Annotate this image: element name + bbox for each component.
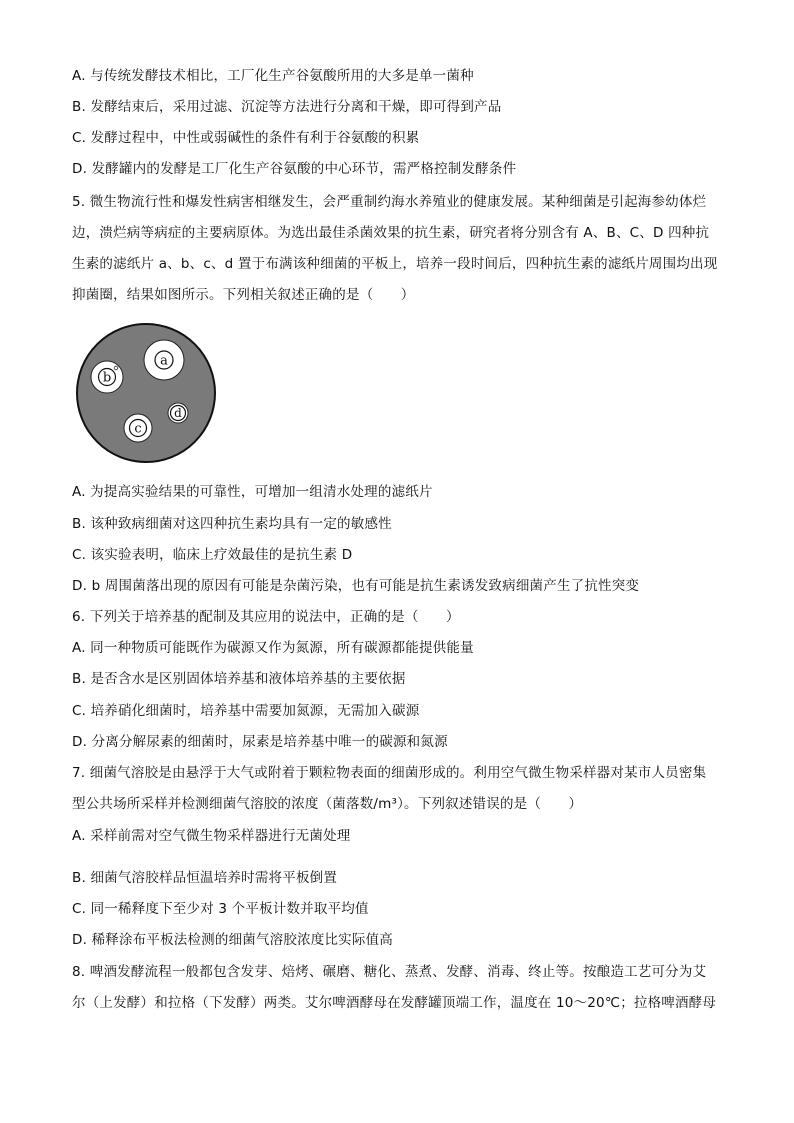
q7-option-b: B. 细菌气溶胶样品恒温培养时需将平板倒置 — [72, 870, 338, 886]
label-c: c — [134, 421, 142, 437]
q5-option-c: C. 该实验表明，临床上疗效最佳的是抗生素 D — [72, 547, 353, 563]
q6-option-b: B. 是否含水是区别固体培养基和液体培养基的主要依据 — [72, 671, 406, 687]
label-a: a — [160, 353, 168, 369]
q6-stem: 6. 下列关于培养基的配制及其应用的说法中，正确的是（ ） — [72, 609, 460, 625]
label-b: b — [102, 370, 112, 386]
q5-option-b: B. 该种致病细菌对这四种抗生素均具有一定的敏感性 — [72, 516, 392, 532]
q4-option-a: A. 与传统发酵技术相比，工厂化生产谷氨酸所用的大多是单一菌种 — [72, 68, 474, 84]
q5-option-a: A. 为提高实验结果的可靠性，可增加一组清水处理的滤纸片 — [72, 484, 433, 500]
q5-stem-line-4: 抑菌圈，结果如图所示。下列相关叙述正确的是（ ） — [72, 287, 415, 303]
q4-option-b: B. 发酵结束后，采用过滤、沉淀等方法进行分离和干燥，即可得到产品 — [72, 99, 502, 115]
label-d: d — [174, 406, 182, 420]
q5-stem-line-1: 5. 微生物流行性和爆发性病害相继发生，会严重制约海水养殖业的健康发展。某种细菌是引起海参幼体烂 — [72, 194, 707, 210]
q7-option-c: C. 同一稀释度下至少对 3 个平板计数并取平均值 — [72, 901, 369, 917]
q5-option-d: D. b 周围菌落出现的原因有可能是杂菌污染，也有可能是抗生素诱发致病细菌产生了抗性突变 — [72, 578, 640, 594]
q5-stem-line-3: 生素的滤纸片 a、b、c、d 置于布满该种细菌的平板上，培养一段时间后，四种抗生素的滤纸片周围均出现 — [72, 256, 718, 272]
q7-stem-line-2: 型公共场所采样并检测细菌气溶胶的浓度（菌落数/m³）。下列叙述错误的是（ ） — [72, 796, 583, 812]
q5-stem-line-2: 边，溃烂病等病症的主要病原体。为选出最佳杀菌效果的抗生素，研究者将分别含有 A、B、C、D 四种抗 — [72, 225, 710, 241]
q4-option-c: C. 发酵过程中，中性或弱碱性的条件有利于谷氨酸的积累 — [72, 130, 420, 146]
q7-stem-line-1: 7. 细菌气溶胶是由悬浮于大气或附着于颗粒物表面的细菌形成的。利用空气微生物采样器对某市人员密集 — [72, 765, 707, 781]
q7-option-a: A. 采样前需对空气微生物采样器进行无菌处理 — [72, 828, 351, 844]
q6-option-a: A. 同一种物质可能既作为碳源又作为氮源，所有碳源都能提供能量 — [72, 640, 474, 656]
petri-dish-figure — [75, 322, 217, 464]
q6-option-c: C. 培养硝化细菌时，培养基中需要加氮源，无需加入碳源 — [72, 703, 420, 719]
q4-option-d: D. 发酵罐内的发酵是工厂化生产谷氨酸的中心环节，需严格控制发酵条件 — [72, 161, 517, 177]
q8-stem-line-1: 8. 啤酒发酵流程一般都包含发芽、焙烤、碾磨、糖化、蒸煮、发酵、消毒、终止等。按酿造工艺可分为艾 — [72, 964, 707, 980]
q8-stem-line-2: 尔（上发酵）和拉格（下发酵）两类。艾尔啤酒酵母在发酵罐顶端工作，温度在 10～20℃；拉格啤酒酵母 — [72, 995, 717, 1011]
petri-dish — [77, 324, 215, 462]
q7-option-d: D. 稀释涂布平板法检测的细菌气溶胶浓度比实际值高 — [72, 932, 393, 948]
q6-option-d: D. 分离分解尿素的细菌时，尿素是培养基中唯一的碳源和氮源 — [72, 734, 448, 750]
